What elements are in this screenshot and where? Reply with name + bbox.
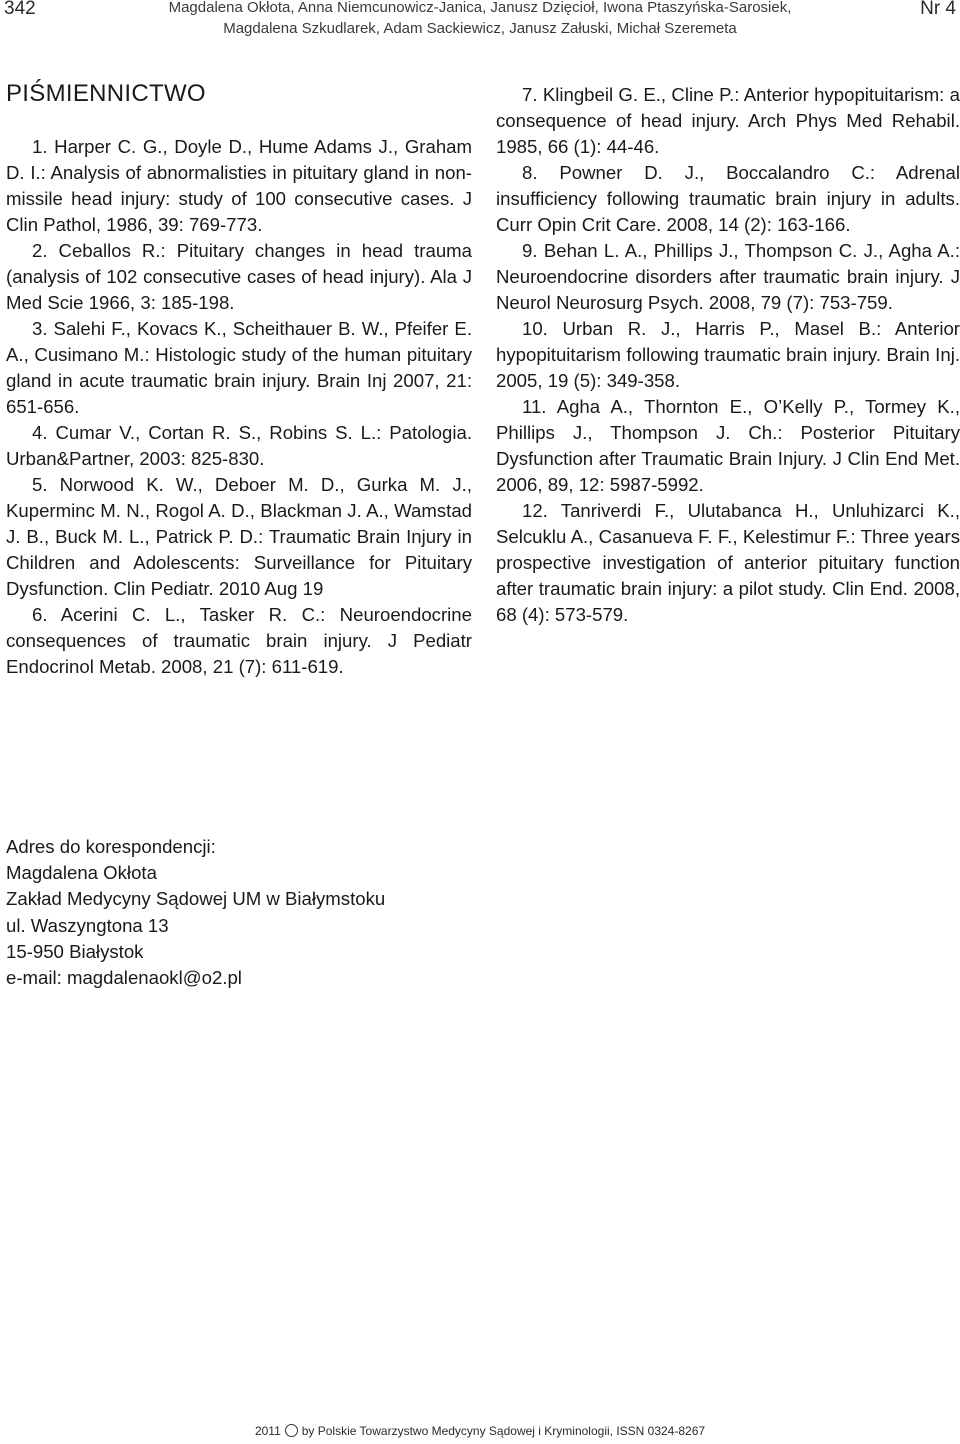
authors-line-1: Magdalena Okłota, Anna Niemcunowicz-Janica, Janusz Dzięcioł, Iwona Ptaszyńska-Sarosiek,	[168, 0, 792, 16]
footer-text: by Polskie Towarzystwo Medycyny Sądowej i Kryminologii, ISSN 0324-8267	[301, 1424, 706, 1438]
correspondence-city: 15-950 Białystok	[6, 940, 144, 962]
reference-item: 2. Ceballos R.: Pituitary changes in head trauma (analysis of 102 consecutive cases of head injury). Ala J Med Scie 1966, 3: 185-198.	[6, 240, 472, 313]
references-heading: PIŚMIENNICTWO	[6, 80, 206, 107]
correspondence-institution: Zakład Medycyny Sądowej UM w Białymstoku	[6, 888, 386, 910]
reference-item: 3. Salehi F., Kovacs K., Scheithauer B. W., Pfeifer E. A., Cusimano M.: Histologic study of the human pituitary gland in acute traumatic brain injury. Brain Inj 2007, 21: 651-656.	[6, 318, 472, 417]
issue-number: Nr 4	[920, 0, 956, 19]
references-left-column	[6, 134, 472, 680]
page-footer	[0, 1424, 960, 1438]
reference-item: 12. Tanriverdi F., Ulutabanca H., Unluhizarci K., Selcuklu A., Casanueva F. F., Kelestimur F.: Three years prospective investigation of anterior pituitary function after traumatic brain injury: a pilot study. Clin End. 2008, 68 (4): 573-579.	[496, 500, 960, 625]
reference-item: 7. Klingbeil G. E., Cline P.: Anterior hypopituitarism: a consequence of head injury. Arch Phys Med Rehabil. 1985, 66 (1): 44-46.	[496, 84, 960, 157]
reference-item: 4. Cumar V., Cortan R. S., Robins S. L.: Patologia. Urban&Partner, 2003: 825-830.	[6, 422, 472, 469]
copyright-icon	[285, 1424, 298, 1437]
running-header	[0, 0, 960, 48]
reference-item: 10. Urban R. J., Harris P., Masel B.: Anterior hypopituitarism following traumatic brain injury. Brain Inj. 2005, 19 (5): 349-358.	[496, 318, 960, 391]
references-right-column	[496, 82, 960, 628]
reference-item: 6. Acerini C. L., Tasker R. C.: Neuroendocrine consequences of traumatic brain injury. J Pediatr Endocrinol Metab. 2008, 21 (7): 611-619.	[6, 604, 472, 677]
correspondence-address	[6, 834, 385, 991]
reference-item: 5. Norwood K. W., Deboer M. D., Gurka M. J., Kuperminc M. N., Rogol A. D., Blackman J. A., Wamstad J. B., Buck M. L., Patrick P. D.: Traumatic Brain Injury in Children and Adolescents: Surveillance for Pituitary Dysfunction. Clin Pediatr. 2010 Aug 19	[6, 474, 472, 599]
footer-year: 2011	[254, 1424, 281, 1438]
reference-item: 9. Behan L. A., Phillips J., Thompson C. J., Agha A.: Neuroendocrine disorders after traumatic brain injury. J Neurol Neurosurg Psych. 2008, 79 (7): 753-759.	[496, 240, 960, 313]
correspondence-street: ul. Waszyngtona 13	[6, 914, 169, 936]
correspondence-email[interactable]: e-mail: magdalenaokl@o2.pl	[6, 967, 242, 989]
correspondence-name: Magdalena Okłota	[6, 862, 157, 884]
page-number: 342	[4, 0, 36, 19]
running-header-authors	[0, 0, 960, 39]
correspondence-heading: Adres do korespondencji:	[6, 836, 216, 857]
authors-line-2: Magdalena Szkudlarek, Adam Sackiewicz, Janusz Załuski, Michał Szeremeta	[223, 20, 737, 37]
reference-item: 1. Harper C. G., Doyle D., Hume Adams J., Graham D. I.: Analysis of abnormalisties in pituitary gland in non-missile head injury: study of 100 consecutive cases. J Clin Pathol, 1986, 39: 769-773.	[6, 136, 472, 235]
reference-item: 11. Agha A., Thornton E., O’Kelly P., Tormey K., Phillips J., Thompson J. Ch.: Posterior Pituitary Dysfunction after Traumatic Brain Injury. J Clin End Met. 2006, 89, 12: 5987-5992.	[496, 396, 960, 495]
reference-item: 8. Powner D. J., Boccalandro C.: Adrenal insufficiency following traumatic brain injury in adults. Curr Opin Crit Care. 2008, 14 (2): 163-166.	[496, 162, 960, 235]
